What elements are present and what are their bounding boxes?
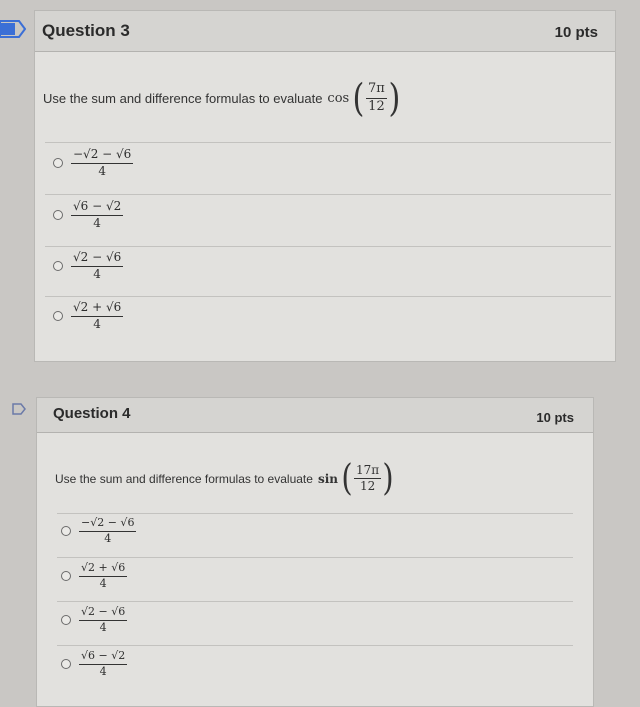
option-denominator: 4	[93, 215, 101, 230]
argument-denominator: 12	[359, 479, 376, 493]
question-title: Question 4	[53, 405, 131, 422]
option-fraction	[79, 650, 127, 678]
option-numerator: √2 + √6	[79, 562, 127, 577]
divider	[45, 246, 611, 247]
option-fraction	[71, 148, 133, 179]
question-points: 10 pts	[536, 410, 574, 425]
question-flag-icon[interactable]	[0, 20, 26, 38]
option-denominator: 4	[98, 163, 106, 178]
question-prompt	[43, 76, 402, 120]
answer-option[interactable]	[53, 301, 123, 332]
function-name: sin	[317, 471, 338, 486]
radio-button[interactable]	[61, 659, 71, 669]
question-card	[36, 397, 594, 707]
divider	[57, 601, 573, 602]
option-numerator: √2 − √6	[71, 251, 123, 267]
option-numerator: √2 + √6	[71, 301, 123, 317]
radio-button[interactable]	[61, 615, 71, 625]
argument-fraction	[366, 82, 387, 114]
function-name: cos	[327, 90, 350, 106]
divider	[45, 142, 611, 143]
answer-option[interactable]	[53, 200, 123, 231]
divider	[57, 645, 573, 646]
option-numerator: −√2 − √6	[79, 517, 136, 532]
divider	[57, 557, 573, 558]
option-denominator: 4	[93, 316, 101, 331]
option-fraction	[79, 562, 127, 590]
argument-numerator: 17π	[354, 464, 381, 479]
answer-option[interactable]	[53, 148, 133, 179]
option-denominator: 4	[99, 576, 107, 590]
option-numerator: −√2 − √6	[71, 148, 133, 164]
answer-option[interactable]	[61, 606, 127, 634]
option-fraction	[71, 200, 123, 231]
question-header	[35, 11, 615, 52]
right-paren-icon: )	[382, 458, 394, 499]
question-points: 10 pts	[554, 24, 598, 41]
answer-option[interactable]	[61, 517, 136, 545]
question-title: Question 3	[42, 21, 130, 40]
divider	[45, 194, 611, 195]
option-fraction	[79, 517, 136, 545]
option-numerator: √6 − √2	[79, 650, 127, 665]
radio-button[interactable]	[53, 158, 63, 168]
argument-numerator: 7π	[366, 82, 387, 98]
prompt-text: Use the sum and difference formulas to evaluate	[43, 90, 323, 106]
argument-fraction	[354, 464, 381, 493]
answer-option[interactable]	[53, 251, 123, 282]
radio-button[interactable]	[61, 526, 71, 536]
option-denominator: 4	[99, 620, 107, 634]
question-card	[34, 10, 616, 362]
option-fraction	[71, 251, 123, 282]
option-numerator: √6 − √2	[71, 200, 123, 216]
option-denominator: 4	[93, 266, 101, 281]
left-paren-icon: (	[352, 76, 365, 120]
argument-denominator: 12	[368, 98, 385, 114]
answer-option[interactable]	[61, 650, 127, 678]
divider	[57, 513, 573, 514]
radio-button[interactable]	[53, 311, 63, 321]
option-fraction	[79, 606, 127, 634]
radio-button[interactable]	[53, 261, 63, 271]
right-paren-icon: )	[388, 76, 401, 120]
radio-button[interactable]	[61, 571, 71, 581]
prompt-text: Use the sum and difference formulas to evaluate	[55, 471, 313, 486]
question-flag-icon[interactable]	[12, 403, 26, 415]
divider	[45, 296, 611, 297]
radio-button[interactable]	[53, 210, 63, 220]
option-denominator: 4	[99, 664, 107, 678]
option-numerator: √2 − √6	[79, 606, 127, 621]
option-denominator: 4	[104, 531, 112, 545]
option-fraction	[71, 301, 123, 332]
question-prompt	[55, 458, 395, 499]
left-paren-icon: (	[341, 458, 353, 499]
question-header	[37, 398, 593, 433]
answer-option[interactable]	[61, 562, 127, 590]
